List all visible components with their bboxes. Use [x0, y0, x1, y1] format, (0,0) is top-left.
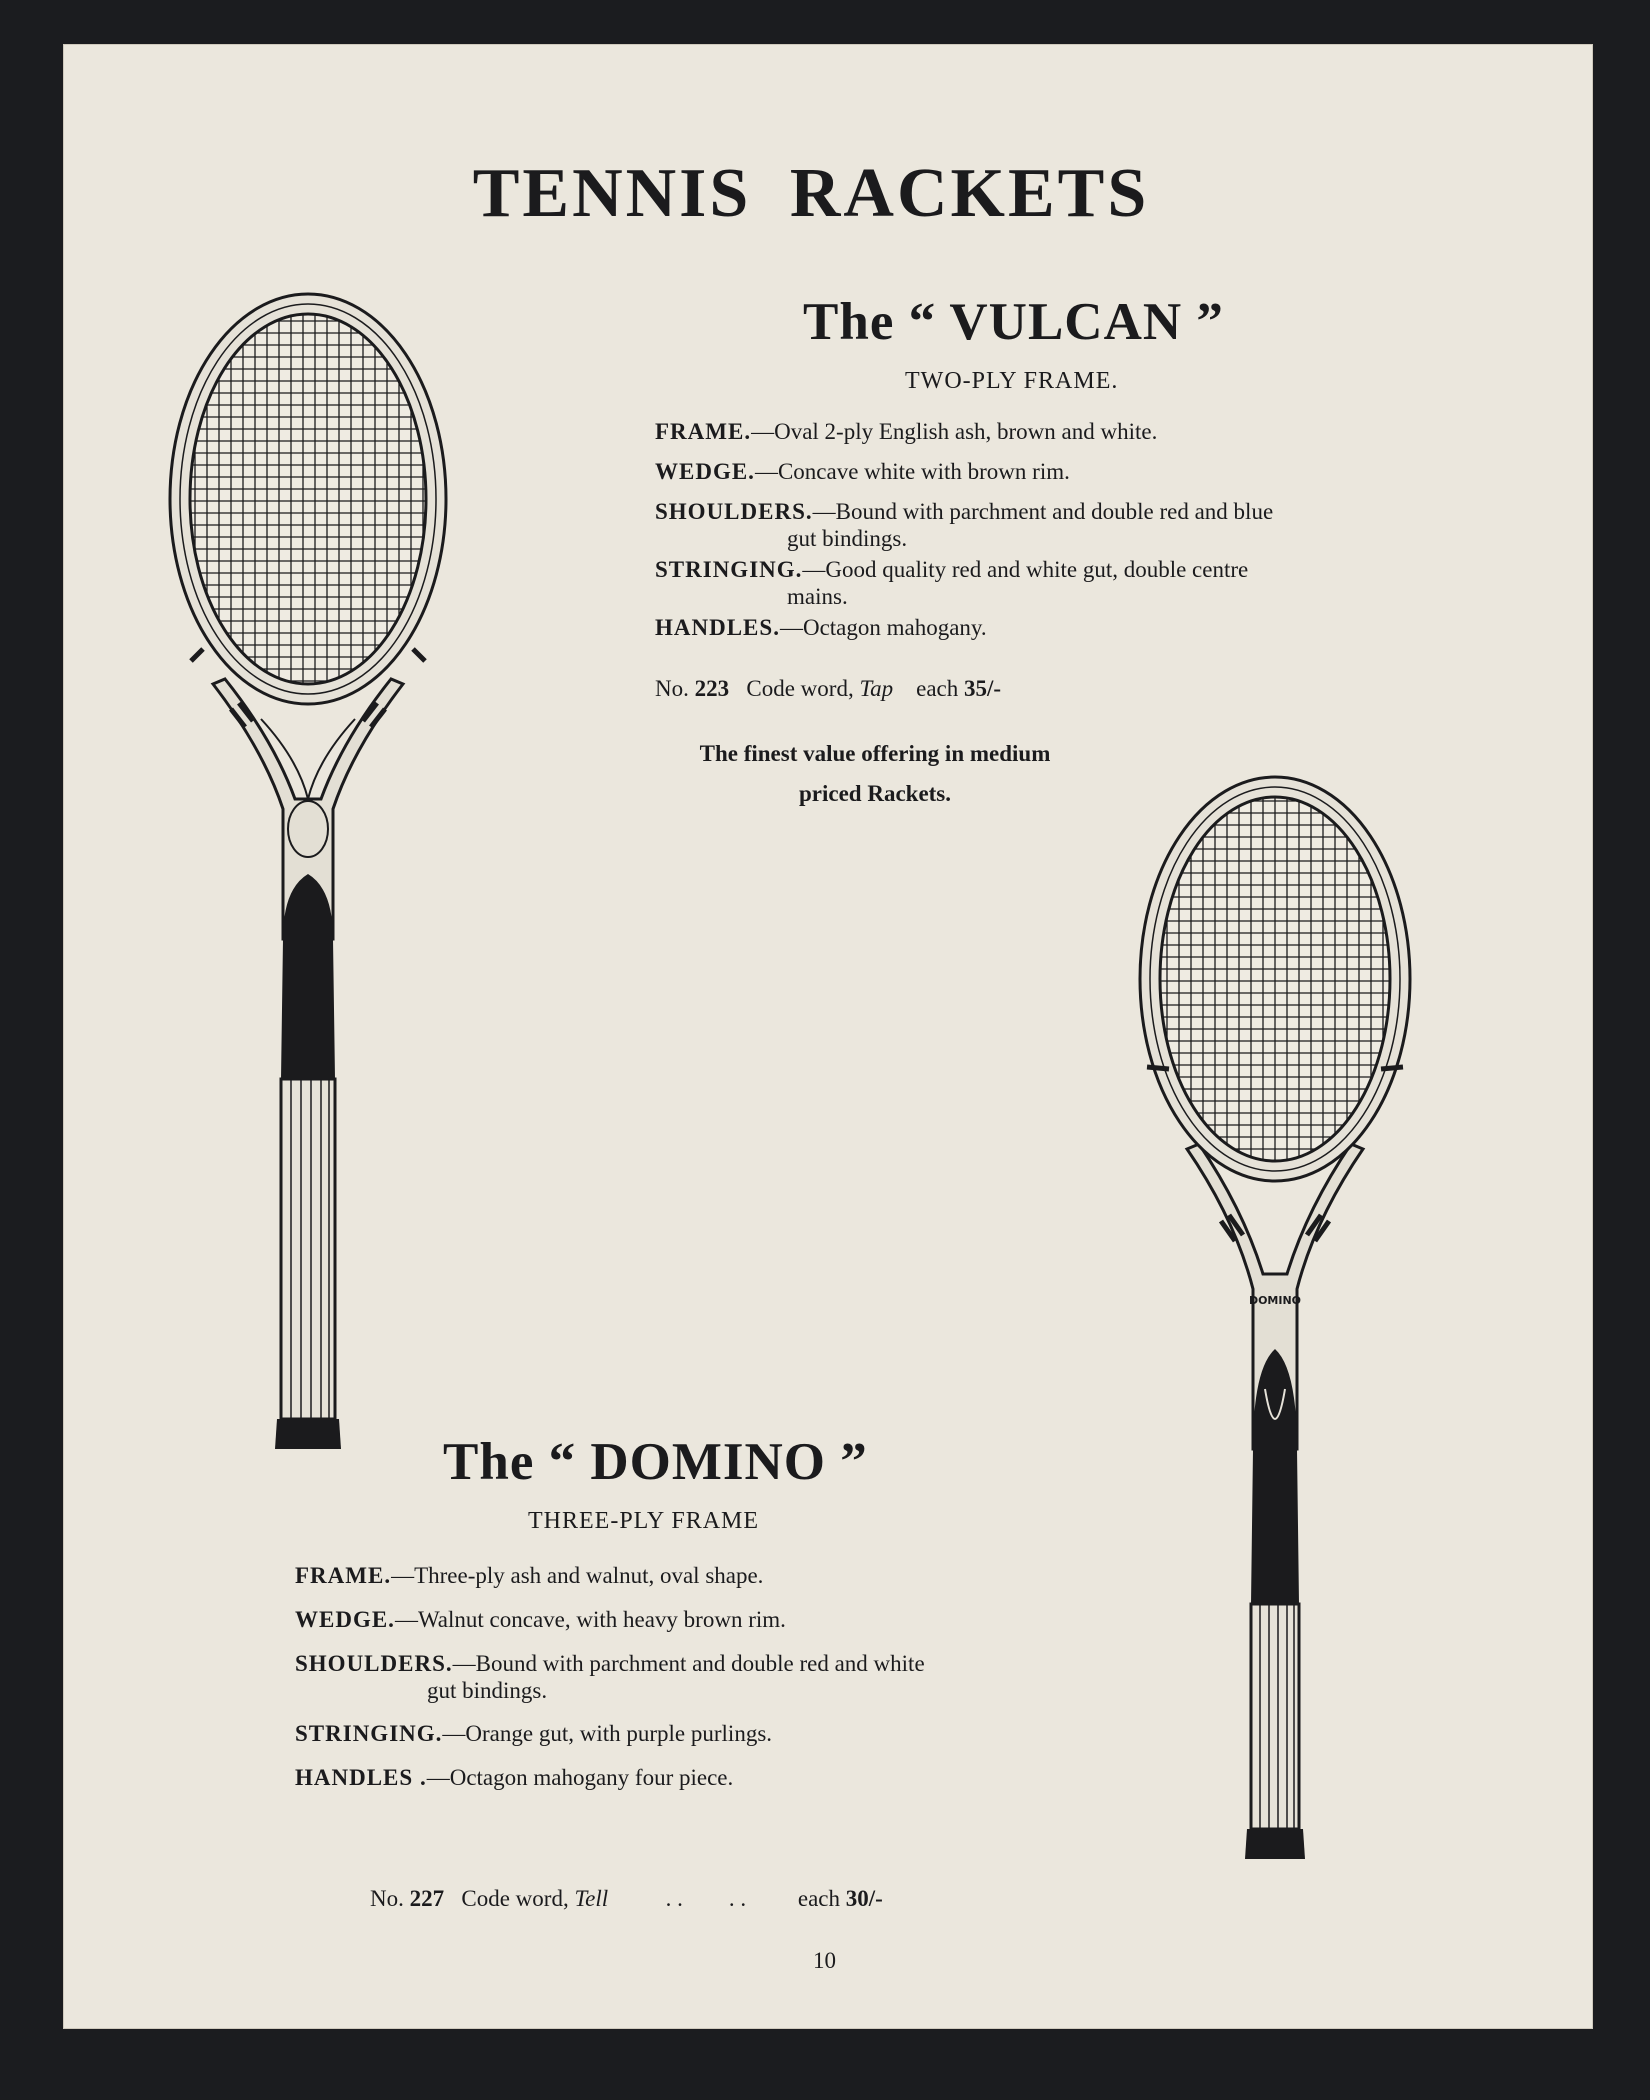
domino-spec-frame: FRAME.—Three-ply ash and walnut, oval shape.	[295, 1563, 764, 1588]
domino-spec-stringing: STRINGING.—Orange gut, with purple purlings.	[295, 1721, 773, 1746]
catalogue-page	[63, 44, 1593, 2029]
domino-leader-dots: . . . .	[665, 1886, 747, 1911]
vulcan-title-name: “ VULCAN ”	[908, 293, 1224, 351]
vulcan-spec-handles: HANDLES.—Octagon mahogany.	[655, 615, 987, 640]
vulcan-spec-stringing: STRINGING.—Good quality red and white gut, double centre mains.	[655, 557, 1249, 609]
vulcan-spec-shoulders: SHOULDERS.—Bound with parchment and double red and blue gut bindings.	[655, 499, 1274, 551]
vulcan-spec-wedge: WEDGE.—Concave white with brown rim.	[655, 459, 1070, 484]
domino-spec-wedge: WEDGE.—Walnut concave, with heavy brown rim.	[295, 1607, 786, 1632]
vulcan-racket-illustration	[143, 289, 473, 1469]
vulcan-order-line: No. 223 Code word, Tap each 35/-	[655, 676, 1002, 701]
vulcan-price: 35/-	[964, 676, 1002, 701]
domino-spec-shoulders: SHOULDERS.—Bound with parchment and double red and white gut bindings.	[295, 1651, 925, 1703]
domino-racket-illustration	[1125, 749, 1425, 1869]
domino-racket-brand: DOMINO	[1248, 1294, 1302, 1307]
domino-order-line: No. 227 Code word, Tell . . . . each 30/-	[370, 1886, 883, 1911]
vulcan-note: The finest value offering in medium priced Rackets.	[699, 741, 1051, 806]
domino-title-the: The	[443, 1433, 535, 1491]
page-number: 10	[813, 1948, 836, 1973]
domino-price: 30/-	[845, 1886, 883, 1911]
page-title: TENNIS RACKETS	[472, 155, 1150, 232]
domino-specs	[295, 1562, 1115, 1808]
vulcan-code-word: Tap	[859, 676, 894, 701]
domino-title-name: “ DOMINO ”	[548, 1433, 868, 1491]
vulcan-title	[803, 292, 1224, 352]
domino-code-word: Tell	[574, 1886, 609, 1911]
vulcan-specs	[655, 418, 1475, 654]
domino-title	[443, 1432, 868, 1492]
domino-subtitle: THREE-PLY FRAME	[528, 1508, 760, 1534]
vulcan-title-the: The	[803, 293, 895, 351]
domino-spec-handles: HANDLES .—Octagon mahogany four piece.	[295, 1765, 734, 1790]
vulcan-subtitle: TWO-PLY FRAME.	[905, 368, 1119, 394]
vulcan-spec-frame: FRAME.—Oval 2-ply English ash, brown and white.	[655, 419, 1158, 444]
